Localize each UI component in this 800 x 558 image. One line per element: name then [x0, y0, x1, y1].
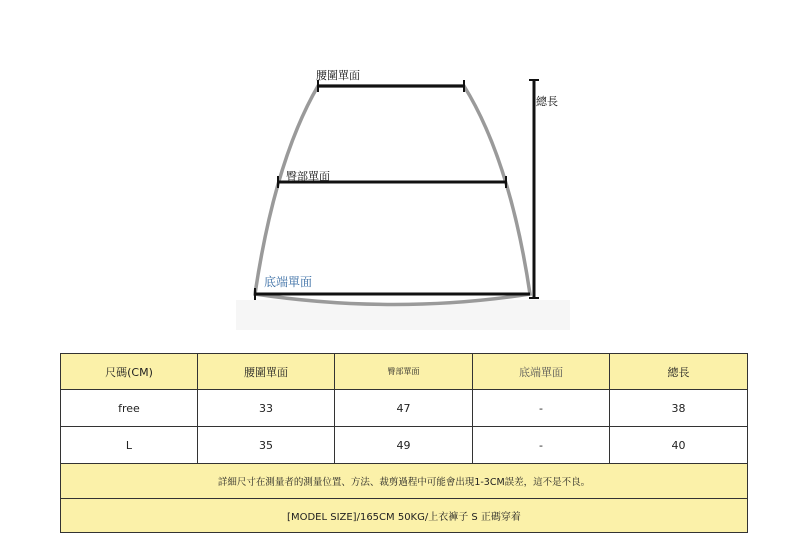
table-header-row — [61, 354, 748, 390]
cell-hip: 47 — [335, 390, 473, 427]
measurement-note-row — [61, 464, 748, 499]
cell-length: 40 — [610, 427, 748, 464]
cell-waist: 35 — [198, 427, 335, 464]
cell-hip: 49 — [335, 427, 473, 464]
header-length: 總長 — [610, 354, 748, 390]
header-waist: 腰圍單面 — [198, 354, 335, 390]
table-row — [61, 427, 748, 464]
model-size-row — [61, 499, 748, 533]
size-table — [60, 353, 748, 533]
cell-length: 38 — [610, 390, 748, 427]
measurement-note: 詳細尺寸在測量者的測量位置、方法、裁剪過程中可能會出現1-3CM誤差，這不是不良。 — [61, 464, 748, 499]
header-hip: 臀部單面 — [335, 354, 473, 390]
cell-size: L — [61, 427, 198, 464]
hip-label: 臀部單面 — [286, 170, 330, 183]
hem-label: 底端單面 — [264, 275, 313, 289]
cell-hem: - — [473, 427, 610, 464]
cell-waist: 33 — [198, 390, 335, 427]
waist-label: 腰圍單面 — [316, 69, 360, 82]
table-row — [61, 390, 748, 427]
skirt-outline — [255, 86, 530, 305]
header-size: 尺碼(CM) — [61, 354, 198, 390]
header-hem: 底端單面 — [473, 354, 610, 390]
cell-hem: - — [473, 390, 610, 427]
model-size-note: [MODEL SIZE]/165CM 50KG/上衣褲子 S 正碼穿着 — [61, 499, 748, 533]
length-label: 總長 — [536, 95, 558, 108]
cell-size: free — [61, 390, 198, 427]
